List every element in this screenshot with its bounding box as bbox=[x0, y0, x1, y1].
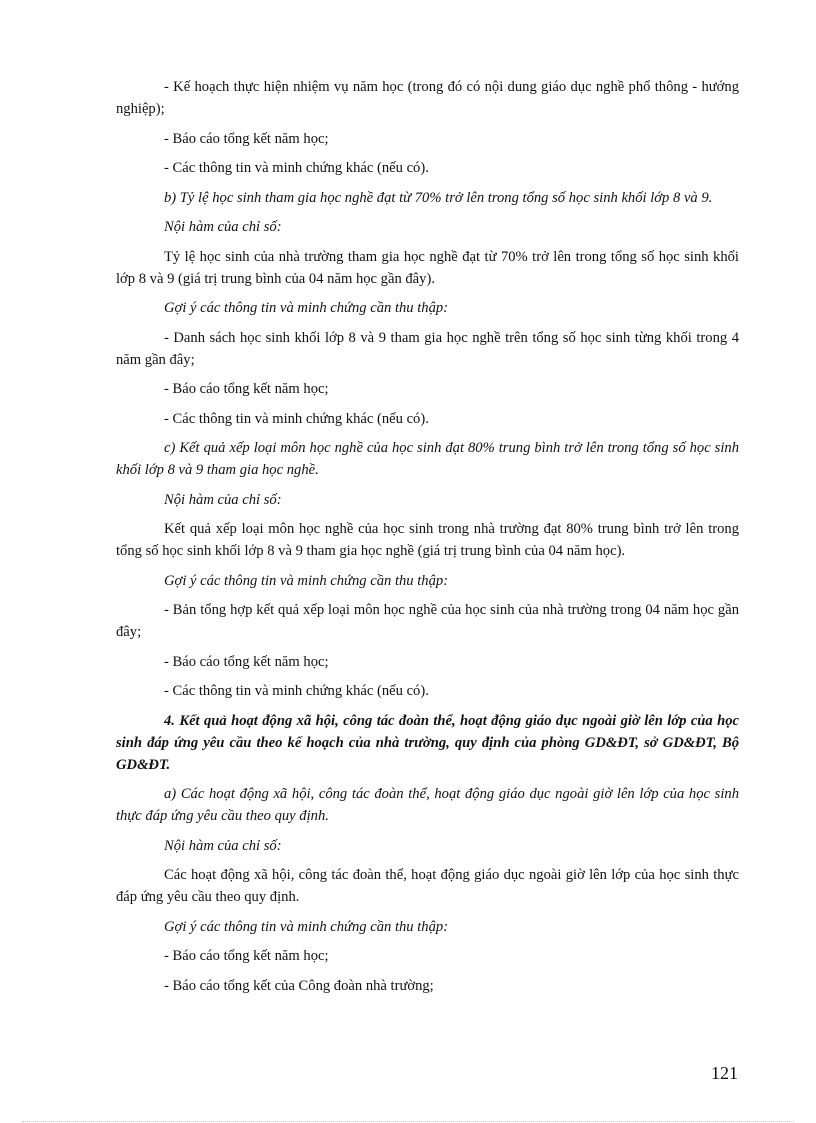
criterion-c-heading: c) Kết quả xếp loại môn học nghề của học sinh đạt 80% trung bình trở lên trong tổng số học sinh khối lớp 8 và 9 tham gia học nghề. bbox=[116, 440, 739, 478]
bullet-thong-tin-khac-2: - Các thông tin và minh chứng khác (nếu có). bbox=[164, 410, 429, 427]
bullet-bao-cao-1: - Báo cáo tổng kết năm học; bbox=[164, 130, 329, 147]
footer-divider bbox=[22, 1121, 794, 1122]
noi-ham-label-1: Nội hàm của chỉ số: bbox=[164, 219, 282, 235]
criterion-b-heading: b) Tỷ lệ học sinh tham gia học nghề đạt từ 70% trở lên trong tổng số học sinh khối lớp 8 và 9. bbox=[164, 189, 713, 206]
noi-ham-label-2: Nội hàm của chỉ số: bbox=[164, 491, 282, 508]
bullet-cong-doan: - Báo cáo tổng kết của Công đoàn nhà trường; bbox=[164, 977, 434, 994]
bullet-bao-cao-4: - Báo cáo tổng kết năm học; bbox=[164, 948, 329, 964]
noi-ham-text-1: Tỷ lệ học sinh của nhà trường tham gia học nghề đạt từ 70% trở lên trong tổng số học sinh khối lớp 8 và 9 (giá trị trung bình của 04 năm học gần đây). bbox=[116, 248, 739, 287]
goi-y-label-3: Gợi ý các thông tin và minh chứng cần thu thập: bbox=[164, 918, 449, 935]
goi-y-label-1: Gợi ý các thông tin và minh chứng cần thu thập: bbox=[164, 300, 449, 316]
bullet-bao-cao-3: - Báo cáo tổng kết năm học; bbox=[164, 653, 329, 670]
bullet-ke-hoach: - Kế hoạch thực hiện nhiệm vụ năm học (trong đó có nội dung giáo dục nghề phổ thông - hướng nghiệp); bbox=[116, 79, 739, 117]
document-page bbox=[116, 76, 739, 1004]
bullet-thong-tin-khac-3: - Các thông tin và minh chứng khác (nếu có). bbox=[164, 683, 429, 699]
section-4-heading: 4. Kết quả hoạt động xã hội, công tác đoàn thể, hoạt động giáo dục ngoài giờ lên lớp của học sinh đáp ứng yêu cầu theo kế hoạch của nhà trường, quy định của phòng GD&ĐT, sở GD&ĐT, Bộ GD&ĐT. bbox=[116, 712, 739, 773]
noi-ham-text-2: Kết quả xếp loại môn học nghề của học sinh trong nhà trường đạt 80% trung bình trở lên trong tổng số học sinh khối lớp 8 và 9 tham gia học nghề (giá trị trung bình của 04 năm học). bbox=[116, 521, 739, 559]
page-number: 121 bbox=[711, 1063, 738, 1083]
bullet-ban-tong-hop: - Bản tổng hợp kết quả xếp loại môn học nghề của học sinh của nhà trường trong 04 năm học gần đây; bbox=[116, 602, 739, 640]
bullet-bao-cao-2: - Báo cáo tổng kết năm học; bbox=[164, 381, 329, 397]
bullet-thong-tin-khac-1: - Các thông tin và minh chứng khác (nếu có). bbox=[164, 160, 429, 176]
goi-y-label-2: Gợi ý các thông tin và minh chứng cần thu thập: bbox=[164, 572, 449, 589]
bullet-danh-sach: - Danh sách học sinh khối lớp 8 và 9 tham gia học nghề trên tổng số học sinh từng khối trong 4 năm gần đây; bbox=[116, 329, 739, 368]
noi-ham-label-3: Nội hàm của chỉ số: bbox=[164, 837, 282, 854]
noi-ham-text-3: Các hoạt động xã hội, công tác đoàn thể, hoạt động giáo dục ngoài giờ lên lớp của học sinh thực đáp ứng yêu cầu theo quy định. bbox=[116, 867, 739, 905]
criterion-a-heading: a) Các hoạt động xã hội, công tác đoàn thể, hoạt động giáo dục ngoài giờ lên lớp của học sinh thực đáp ứng yêu cầu theo quy định. bbox=[116, 786, 739, 824]
